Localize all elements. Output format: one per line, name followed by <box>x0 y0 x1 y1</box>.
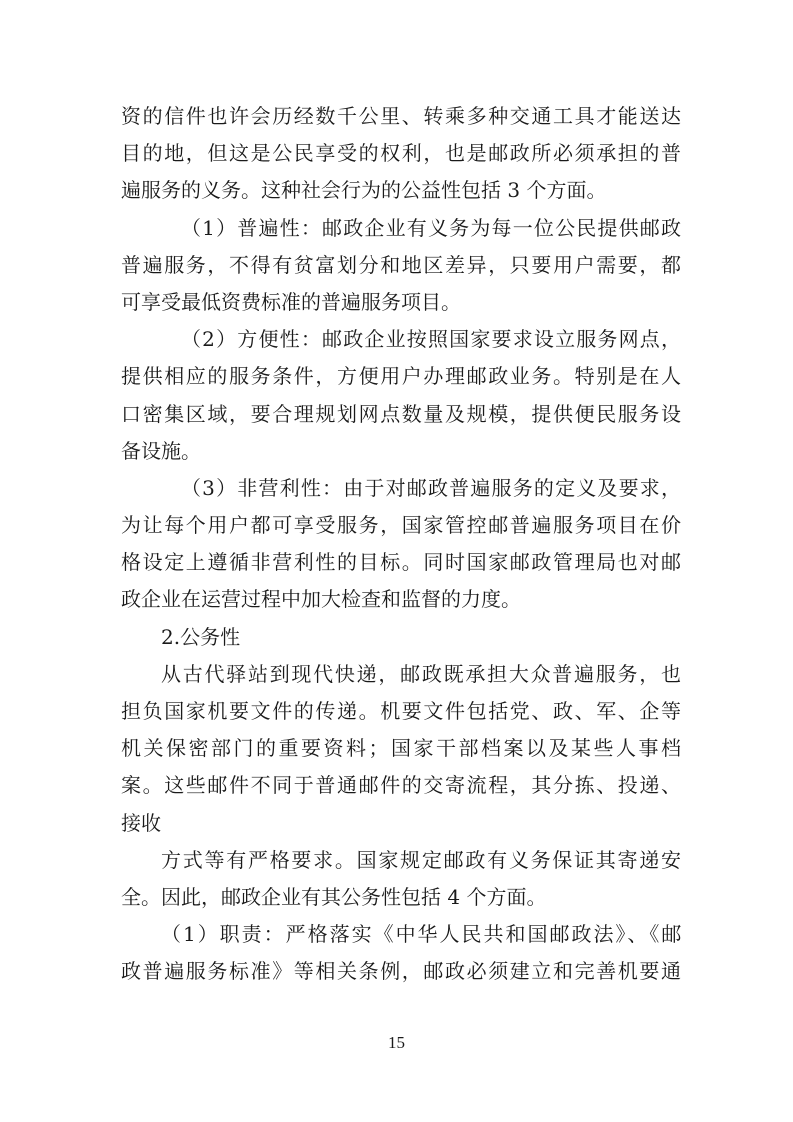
text-line: 遍服务的义务。这种社会行为的公益性包括 3 个方面。 <box>121 178 607 203</box>
text-line: 政企业在运营过程中加大检查和监督的力度。 <box>121 587 521 612</box>
text-line: 案。这些邮件不同于普通邮件的交寄流程，其分拣、投递、 <box>121 773 681 798</box>
document-body <box>121 98 681 991</box>
text-line: 机关保密部门的重要资料；国家干部档案以及某些人事档 <box>121 736 681 761</box>
text-line: （3）非营利性：由于对邮政普遍服务的定义及要求， <box>181 475 681 500</box>
text-line: 目的地，但这是公民享受的权利，也是邮政所必须承担的普 <box>121 141 681 166</box>
text-line: 担负国家机要文件的传递。机要文件包括党、政、军、企等 <box>121 699 681 723</box>
text-line: 口密集区域，要合理规划网点数量及规模，提供便民服务设 <box>121 401 681 426</box>
text-line: 提供相应的服务条件，方便用户办理邮政业务。特别是在人 <box>121 364 681 389</box>
text-line: 方式等有严格要求。国家规定邮政有义务保证其寄递安 <box>161 847 681 872</box>
text-line: 为让每个用户都可享受服务，国家管控邮普遍服务项目在价 <box>121 513 681 538</box>
text-line: 2.公务性 <box>161 624 241 649</box>
text-line: 全。因此，邮政企业有其公务性包括 4 个方面。 <box>121 884 547 909</box>
text-line: （1）职责：严格落实《中华人民共和国邮政法》、《邮 <box>161 922 681 947</box>
text-line: 格设定上遵循非营利性的目标。同时国家邮政管理局也对邮 <box>121 550 681 575</box>
text-line: （2）方便性：邮政企业按照国家要求设立服务网点， <box>181 327 681 352</box>
text-line: （1）普遍性：邮政企业有义务为每一位公民提供邮政 <box>181 215 681 240</box>
text-line: 从古代驿站到现代快递，邮政既承担大众普遍服务，也 <box>161 661 681 686</box>
text-line: 资的信件也许会历经数千公里、转乘多种交通工具才能送达 <box>121 104 681 128</box>
page-number: 15 <box>388 1033 405 1052</box>
text-line: 备设施。 <box>121 438 201 463</box>
text-line: 政普遍服务标准》等相关条例，邮政必须建立和完善机要通 <box>121 959 681 984</box>
text-line: 普遍服务，不得有贫富划分和地区差异，只要用户需要，都 <box>121 252 681 277</box>
text-line: 可享受最低资费标准的普遍服务项目。 <box>121 289 461 314</box>
text-line: 接收 <box>121 810 161 835</box>
